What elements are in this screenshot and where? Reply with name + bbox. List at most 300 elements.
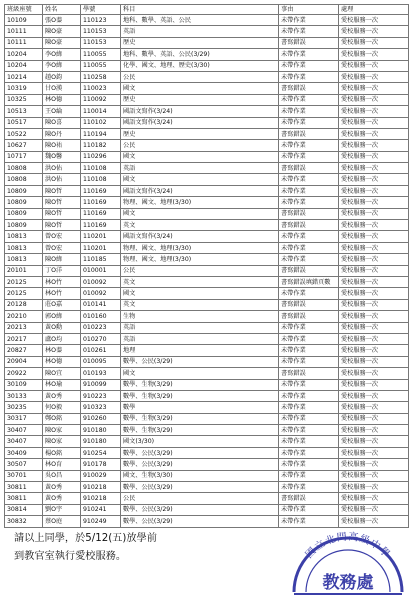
cell-reason: 書寫錯誤 — [279, 83, 339, 94]
cell-reason: 未帶作業 — [279, 356, 339, 367]
table-row — [5, 37, 409, 48]
table-row — [5, 333, 409, 344]
cell-name: 李O緯 — [43, 49, 81, 60]
cell-class-seat: 10809 — [5, 220, 43, 231]
cell-penalty: 愛校服務一次 — [339, 288, 409, 299]
cell-name: 何O毅 — [43, 402, 81, 413]
cell-subject: 國文 — [121, 151, 279, 162]
cell-penalty: 愛校服務一次 — [339, 94, 409, 105]
cell-reason: 未帶作業 — [279, 106, 339, 117]
cell-penalty: 愛校服務一次 — [339, 140, 409, 151]
cell-reason: 書寫錯誤 — [279, 128, 339, 139]
cell-class-seat: 30409 — [5, 447, 43, 458]
cell-student-id: 010160 — [81, 311, 121, 322]
cell-reason: 書寫錯誤 — [279, 208, 339, 219]
cell-student-id: 910178 — [81, 459, 121, 470]
cell-penalty: 愛校服務一次 — [339, 470, 409, 481]
cell-penalty: 愛校服務一次 — [339, 356, 409, 367]
cell-reason: 未帶作業 — [279, 459, 339, 470]
cell-class-seat: 20827 — [5, 345, 43, 356]
cell-student-id: 110201 — [81, 242, 121, 253]
cell-name: 陳O豪 — [43, 37, 81, 48]
cell-reason: 未帶作業 — [279, 436, 339, 447]
cell-class-seat: 10813 — [5, 231, 43, 242]
cell-student-id: 110055 — [81, 49, 121, 60]
cell-subject: 英語 — [121, 333, 279, 344]
cell-name: 林O竹 — [43, 288, 81, 299]
cell-class-seat: 30701 — [5, 470, 43, 481]
cell-class-seat: 10809 — [5, 185, 43, 196]
header-subject: 科目 — [121, 5, 279, 15]
cell-subject: 英文 — [121, 276, 279, 287]
cell-reason: 未帶作業 — [279, 94, 339, 105]
cell-student-id: 910029 — [81, 470, 121, 481]
table-row — [5, 254, 409, 265]
cell-reason: 未帶作業 — [279, 185, 339, 196]
cell-reason: 未帶作業 — [279, 470, 339, 481]
cell-reason: 未帶作業 — [279, 447, 339, 458]
header-student-id: 學號 — [81, 5, 121, 15]
cell-student-id: 010092 — [81, 288, 121, 299]
cell-penalty: 愛校服務一次 — [339, 163, 409, 174]
cell-name: 郭O緯 — [43, 311, 81, 322]
cell-name: 林O瑜 — [43, 379, 81, 390]
cell-name: 黃O勳 — [43, 322, 81, 333]
cell-student-id: 010270 — [81, 333, 121, 344]
cell-name: 陳O喜 — [43, 117, 81, 128]
cell-name: 林O竹 — [43, 276, 81, 287]
table-row — [5, 242, 409, 253]
cell-penalty: 愛校服務一次 — [339, 117, 409, 128]
cell-name: 吳O昌 — [43, 470, 81, 481]
cell-class-seat: 10808 — [5, 174, 43, 185]
cell-name: 楊O銘 — [43, 447, 81, 458]
cell-student-id: 110258 — [81, 71, 121, 82]
cell-student-id: 910249 — [81, 516, 121, 527]
cell-subject: 數學、公民(3/29) — [121, 356, 279, 367]
cell-name: 陳O哲 — [43, 185, 81, 196]
table-row — [5, 60, 409, 71]
cell-penalty: 愛校服務一次 — [339, 390, 409, 401]
cell-student-id: 110153 — [81, 26, 121, 37]
cell-penalty: 愛校服務一次 — [339, 242, 409, 253]
table-header-row — [5, 5, 409, 15]
cell-subject: 國文(3/30) — [121, 436, 279, 447]
notice-text — [14, 530, 157, 566]
table-row — [5, 174, 409, 185]
cell-name: 陳O祐 — [43, 140, 81, 151]
cell-student-id: 110123 — [81, 15, 121, 26]
cell-subject: 數學、生物(3/29) — [121, 413, 279, 424]
cell-subject: 國文 — [121, 288, 279, 299]
cell-class-seat: 10808 — [5, 163, 43, 174]
cell-class-seat: 20125 — [5, 288, 43, 299]
cell-student-id: 010141 — [81, 299, 121, 310]
cell-name: 丁O洋 — [43, 265, 81, 276]
cell-subject: 數學、公民(3/29) — [121, 482, 279, 493]
cell-class-seat: 10809 — [5, 208, 43, 219]
table-row — [5, 311, 409, 322]
cell-reason: 未帶作業 — [279, 516, 339, 527]
cell-name: 陳O哲 — [43, 197, 81, 208]
cell-subject: 英文 — [121, 299, 279, 310]
table-row — [5, 459, 409, 470]
cell-subject: 生物 — [121, 311, 279, 322]
cell-student-id: 910323 — [81, 402, 121, 413]
cell-student-id: 110153 — [81, 37, 121, 48]
cell-reason: 未帶作業 — [279, 242, 339, 253]
cell-subject: 地科、數學、英語、公民(3/29) — [121, 49, 279, 60]
cell-penalty: 愛校服務一次 — [339, 379, 409, 390]
cell-name: 李O緯 — [43, 60, 81, 71]
cell-name: 林O德 — [43, 356, 81, 367]
cell-name: 陳O哲 — [43, 220, 81, 231]
cell-penalty: 愛校服務一次 — [339, 299, 409, 310]
cell-class-seat: 30317 — [5, 413, 43, 424]
table-row — [5, 322, 409, 333]
cell-reason: 未帶作業 — [279, 322, 339, 333]
cell-class-seat: 30235 — [5, 402, 43, 413]
cell-subject: 物理、國文、地理(3/30) — [121, 254, 279, 265]
cell-reason: 書寫錯誤 — [279, 311, 339, 322]
cell-penalty: 愛校服務一次 — [339, 71, 409, 82]
cell-penalty: 愛校服務一次 — [339, 197, 409, 208]
table-row — [5, 151, 409, 162]
cell-penalty: 愛校服務一次 — [339, 493, 409, 504]
cell-subject: 國語文寫作(3/24) — [121, 117, 279, 128]
cell-student-id: 010223 — [81, 322, 121, 333]
cell-class-seat: 10813 — [5, 254, 43, 265]
cell-subject: 國語文寫作(3/24) — [121, 231, 279, 242]
cell-class-seat: 30832 — [5, 516, 43, 527]
cell-penalty: 愛校服務一次 — [339, 185, 409, 196]
table-row — [5, 220, 409, 231]
table-row — [5, 128, 409, 139]
cell-subject: 國文 — [121, 174, 279, 185]
cell-class-seat: 10214 — [5, 71, 43, 82]
cell-penalty: 愛校服務一次 — [339, 60, 409, 71]
cell-student-id: 110055 — [81, 60, 121, 71]
cell-student-id: 110102 — [81, 117, 121, 128]
table-row — [5, 288, 409, 299]
cell-student-id: 110185 — [81, 254, 121, 265]
cell-class-seat: 30507 — [5, 459, 43, 470]
cell-class-seat: 20904 — [5, 356, 43, 367]
cell-reason: 書寫錯誤填錯頁數 — [279, 276, 339, 287]
cell-penalty: 愛校服務一次 — [339, 231, 409, 242]
cell-student-id: 110023 — [81, 83, 121, 94]
cell-penalty: 愛校服務一次 — [339, 516, 409, 527]
cell-class-seat: 10522 — [5, 128, 43, 139]
cell-reason: 未帶作業 — [279, 379, 339, 390]
cell-subject: 歷史 — [121, 37, 279, 48]
cell-reason: 未帶作業 — [279, 71, 339, 82]
cell-penalty: 愛校服務一次 — [339, 482, 409, 493]
cell-reason: 書寫錯誤 — [279, 265, 339, 276]
cell-reason: 未帶作業 — [279, 504, 339, 515]
cell-subject: 國文 — [121, 368, 279, 379]
cell-reason: 未帶作業 — [279, 390, 339, 401]
cell-class-seat: 30407 — [5, 436, 43, 447]
cell-name: 陳O緯 — [43, 254, 81, 265]
table-row — [5, 208, 409, 219]
cell-name: 黃O秀 — [43, 390, 81, 401]
table-row — [5, 447, 409, 458]
cell-subject: 物理、國文、地理(3/30) — [121, 242, 279, 253]
cell-subject: 國語文寫作(3/24) — [121, 185, 279, 196]
cell-subject: 英文 — [121, 220, 279, 231]
school-seal-stamp — [286, 518, 410, 608]
table-row — [5, 402, 409, 413]
table-row — [5, 15, 409, 26]
cell-student-id: 010001 — [81, 265, 121, 276]
cell-reason: 書寫錯誤 — [279, 163, 339, 174]
cell-subject: 數學、公民(3/29) — [121, 516, 279, 527]
cell-subject: 數學、公民(3/29) — [121, 459, 279, 470]
cell-class-seat: 30811 — [5, 482, 43, 493]
cell-name: 陳O丹 — [43, 128, 81, 139]
cell-subject: 地科、數學、英語、公民 — [121, 15, 279, 26]
cell-student-id: 910254 — [81, 447, 121, 458]
cell-subject: 歷史 — [121, 94, 279, 105]
cell-name: 莊O嘉 — [43, 299, 81, 310]
table-row — [5, 117, 409, 128]
cell-class-seat: 30811 — [5, 493, 43, 504]
cell-name: 曾O宏 — [43, 231, 81, 242]
table-row — [5, 265, 409, 276]
cell-penalty: 愛校服務一次 — [339, 402, 409, 413]
cell-student-id: 110169 — [81, 220, 121, 231]
cell-name: 曾O宏 — [43, 242, 81, 253]
table-row — [5, 356, 409, 367]
cell-penalty: 愛校服務一次 — [339, 15, 409, 26]
table-row — [5, 368, 409, 379]
cell-reason: 未帶作業 — [279, 482, 339, 493]
cell-class-seat: 10627 — [5, 140, 43, 151]
table-row — [5, 94, 409, 105]
cell-penalty: 愛校服務一次 — [339, 174, 409, 185]
cell-name: 陳O家 — [43, 436, 81, 447]
cell-student-id: 010193 — [81, 368, 121, 379]
cell-name: 陳O家 — [43, 425, 81, 436]
cell-reason: 未帶作業 — [279, 254, 339, 265]
cell-subject: 公民 — [121, 493, 279, 504]
cell-reason: 未帶作業 — [279, 140, 339, 151]
cell-penalty: 愛校服務一次 — [339, 151, 409, 162]
cell-name: 黃O秀 — [43, 482, 81, 493]
cell-reason: 書寫錯誤 — [279, 368, 339, 379]
cell-name: 趙O鈞 — [43, 71, 81, 82]
cell-student-id: 910099 — [81, 379, 121, 390]
cell-penalty: 愛校服務一次 — [339, 37, 409, 48]
cell-penalty: 愛校服務一次 — [339, 83, 409, 94]
cell-name: 陳O哲 — [43, 208, 81, 219]
cell-penalty: 愛校服務一次 — [339, 311, 409, 322]
cell-subject: 數學、公民(3/29) — [121, 447, 279, 458]
header-name: 姓名 — [43, 5, 81, 15]
cell-penalty: 愛校服務一次 — [339, 254, 409, 265]
cell-class-seat: 20922 — [5, 368, 43, 379]
table-row — [5, 197, 409, 208]
cell-reason: 未帶作業 — [279, 60, 339, 71]
cell-name: 洪O佑 — [43, 174, 81, 185]
cell-class-seat: 10717 — [5, 151, 43, 162]
table-row — [5, 299, 409, 310]
cell-name: 王O綸 — [43, 106, 81, 117]
cell-class-seat: 20101 — [5, 265, 43, 276]
cell-penalty: 愛校服務一次 — [339, 128, 409, 139]
cell-reason: 未帶作業 — [279, 197, 339, 208]
cell-penalty: 愛校服務一次 — [339, 276, 409, 287]
table-row — [5, 482, 409, 493]
cell-subject: 國文 — [121, 208, 279, 219]
cell-penalty: 愛校服務一次 — [339, 459, 409, 470]
notice-line-2: 到教官室執行愛校服務。 — [14, 551, 127, 562]
table-row — [5, 504, 409, 515]
cell-class-seat: 20128 — [5, 299, 43, 310]
cell-student-id: 110169 — [81, 197, 121, 208]
seal-ring-text: 國立北門高級中學 — [303, 531, 393, 561]
cell-student-id: 110108 — [81, 163, 121, 174]
discipline-table — [4, 4, 409, 528]
cell-name: 陳O宜 — [43, 368, 81, 379]
cell-name: 林O蓁 — [43, 345, 81, 356]
cell-student-id: 910180 — [81, 436, 121, 447]
cell-reason: 未帶作業 — [279, 117, 339, 128]
discipline-table-sheet — [4, 4, 408, 528]
cell-subject: 國文 — [121, 83, 279, 94]
cell-penalty: 愛校服務一次 — [339, 26, 409, 37]
cell-subject: 英語 — [121, 322, 279, 333]
cell-name: 陳O豪 — [43, 26, 81, 37]
cell-subject: 數學、生物(3/29) — [121, 425, 279, 436]
cell-student-id: 910218 — [81, 493, 121, 504]
cell-class-seat: 30109 — [5, 379, 43, 390]
cell-name: 甘O漢 — [43, 83, 81, 94]
cell-name: 鄭O銘 — [43, 413, 81, 424]
table-row — [5, 26, 409, 37]
notice-line-1: 請以上同學，於5/12(五)放學前 — [14, 533, 157, 544]
table-row — [5, 436, 409, 447]
cell-reason: 未帶作業 — [279, 402, 339, 413]
cell-reason: 未帶作業 — [279, 345, 339, 356]
table-body — [5, 15, 409, 528]
cell-penalty: 愛校服務一次 — [339, 333, 409, 344]
table-row — [5, 470, 409, 481]
cell-penalty: 愛校服務一次 — [339, 447, 409, 458]
table-row — [5, 379, 409, 390]
cell-subject: 國文、生物(3/30) — [121, 470, 279, 481]
cell-subject: 歷史 — [121, 128, 279, 139]
cell-reason: 書寫錯誤 — [279, 220, 339, 231]
cell-class-seat: 10517 — [5, 117, 43, 128]
table-row — [5, 345, 409, 356]
cell-subject: 化學、國文、地理、歷史(3/30) — [121, 60, 279, 71]
cell-student-id: 110201 — [81, 231, 121, 242]
cell-class-seat: 10204 — [5, 49, 43, 60]
cell-student-id: 110014 — [81, 106, 121, 117]
cell-student-id: 910223 — [81, 390, 121, 401]
cell-reason: 未帶作業 — [279, 231, 339, 242]
header-penalty: 處理 — [339, 5, 409, 15]
cell-student-id: 010095 — [81, 356, 121, 367]
table-row — [5, 493, 409, 504]
cell-student-id: 110182 — [81, 140, 121, 151]
cell-reason: 未帶作業 — [279, 174, 339, 185]
cell-reason: 未帶作業 — [279, 15, 339, 26]
cell-class-seat: 20125 — [5, 276, 43, 287]
cell-name: 盧O均 — [43, 333, 81, 344]
cell-reason: 未帶作業 — [279, 413, 339, 424]
table-row — [5, 413, 409, 424]
header-reason: 事由 — [279, 5, 339, 15]
cell-class-seat: 10111 — [5, 26, 43, 37]
cell-name: 黃O秀 — [43, 493, 81, 504]
cell-subject: 公民 — [121, 140, 279, 151]
cell-student-id: 110169 — [81, 208, 121, 219]
table-row — [5, 106, 409, 117]
cell-class-seat: 30133 — [5, 390, 43, 401]
cell-reason: 未帶作業 — [279, 151, 339, 162]
cell-reason: 書寫錯誤 — [279, 299, 339, 310]
table-row — [5, 83, 409, 94]
cell-class-seat: 10319 — [5, 83, 43, 94]
cell-student-id: 910241 — [81, 504, 121, 515]
cell-penalty: 愛校服務一次 — [339, 208, 409, 219]
cell-class-seat: 10325 — [5, 94, 43, 105]
cell-student-id: 010261 — [81, 345, 121, 356]
cell-student-id: 110296 — [81, 151, 121, 162]
cell-subject: 數學、公民(3/29) — [121, 504, 279, 515]
cell-class-seat: 30407 — [5, 425, 43, 436]
cell-name: 劉O宇 — [43, 504, 81, 515]
cell-name: 林O德 — [43, 94, 81, 105]
cell-subject: 公民 — [121, 71, 279, 82]
cell-student-id: 910180 — [81, 425, 121, 436]
cell-subject: 數學 — [121, 402, 279, 413]
cell-penalty: 愛校服務一次 — [339, 436, 409, 447]
table-row — [5, 425, 409, 436]
cell-student-id: 910218 — [81, 482, 121, 493]
cell-subject: 公民 — [121, 265, 279, 276]
cell-subject: 英語 — [121, 26, 279, 37]
cell-reason: 未帶作業 — [279, 26, 339, 37]
seal-center-text: 教務處 — [322, 573, 374, 593]
table-row — [5, 276, 409, 287]
cell-class-seat: 10809 — [5, 197, 43, 208]
cell-penalty: 愛校服務一次 — [339, 49, 409, 60]
table-row — [5, 185, 409, 196]
cell-class-seat: 20217 — [5, 333, 43, 344]
cell-subject: 國語文寫作(3/24) — [121, 106, 279, 117]
cell-class-seat: 30814 — [5, 504, 43, 515]
cell-class-seat: 10813 — [5, 242, 43, 253]
table-row — [5, 71, 409, 82]
header-class-seat: 班級座號 — [5, 5, 43, 15]
cell-name: 張O蓁 — [43, 15, 81, 26]
table-row — [5, 163, 409, 174]
cell-class-seat: 10513 — [5, 106, 43, 117]
cell-subject: 地理 — [121, 345, 279, 356]
cell-class-seat: 20213 — [5, 322, 43, 333]
cell-reason: 未帶作業 — [279, 425, 339, 436]
cell-subject: 數學、生物(3/29) — [121, 390, 279, 401]
cell-class-seat: 10111 — [5, 37, 43, 48]
cell-reason: 未帶作業 — [279, 288, 339, 299]
cell-reason: 書寫錯誤 — [279, 37, 339, 48]
cell-penalty: 愛校服務一次 — [339, 265, 409, 276]
cell-subject: 數學、生物(3/29) — [121, 379, 279, 390]
